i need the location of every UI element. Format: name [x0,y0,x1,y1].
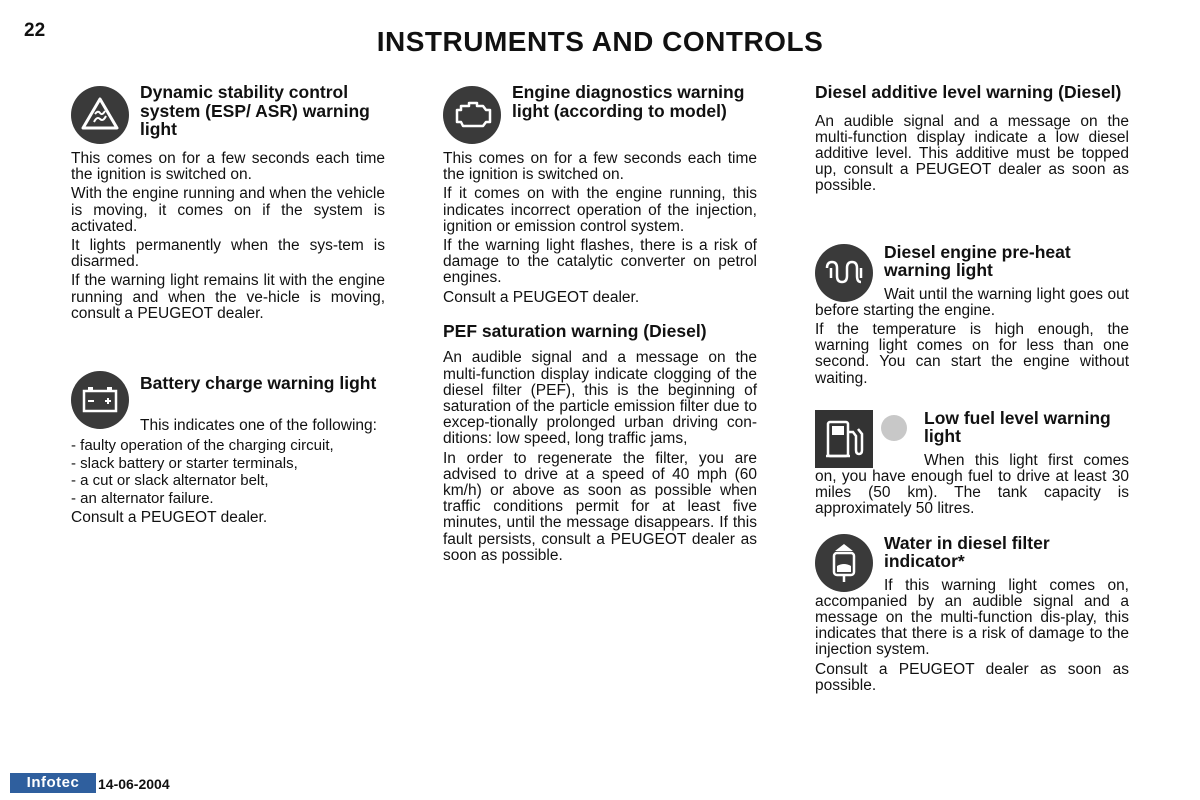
water-paragraph: Consult a PEUGEOT dealer as soon as possible. [815,660,1129,694]
esp-paragraph: If the warning light remains lit with the engine running and when the ve-hicle is moving, consult a PEUGEOT dealer. [71,272,385,322]
additive-paragraph: An audible signal and a message on the multi-function display indicate a low diesel additive level. This additive must be topped up, consult a PEUGEOT dealer as soon as possible. [815,112,1129,195]
battery-fault-list [71,437,385,507]
infotec-logo: Infotec [10,773,96,793]
engine-paragraph: This comes on for a few seconds each time the ignition is switched on. [443,150,757,184]
preheat-paragraph: If the temperature is high enough, the warning light comes on for less than one second. You can start the engine without waiting. [815,320,1129,387]
engine-paragraph: Consult a PEUGEOT dealer. [443,288,640,306]
engine-section [443,83,757,306]
pef-heading: PEF saturation warning (Diesel) [443,320,707,341]
battery-section [71,374,385,526]
battery-icon [71,371,129,429]
engine-header [443,83,757,143]
pef-paragraph: In order to regenerate the filter, you are advised to drive at a speed of 40 mph (60 km/h) or above as soon as possible when traffic conditions permit for at least five minutes, until the message disappears. If this fault persists, consult a PEUGEOT dealer as soon as possible. [443,449,757,564]
list-item: - faulty operation of the charging circuit, [71,437,385,455]
esp-paragraph: It lights permanently when the sys-tem is disarmed. [71,237,385,271]
preheat-heading: Diesel engine pre-heat warning light [884,241,1071,281]
indicator-dot-icon [881,415,907,441]
esp-paragraph: With the engine running and when the vehicle is moving, it comes on if the system is activated. [71,185,385,235]
pef-section [443,322,757,564]
water-filter-icon [815,534,873,592]
column-3 [815,83,1129,697]
fuel-pump-icon [815,410,873,468]
water-section [815,534,1129,694]
page-number: 22 [24,20,46,41]
esp-warning-icon [71,86,129,144]
page-title: INSTRUMENTS AND CONTROLS [376,26,824,57]
footer-date: 14-06-2004 [98,776,170,792]
water-heading: Water in diesel filter indicator* [884,532,1050,572]
battery-header [71,374,385,418]
esp-section [71,83,385,322]
battery-outro: Consult a PEUGEOT dealer. [71,509,268,527]
engine-paragraph: If it comes on with the engine running, this indicates incorrect operation of the injection, ignition or emission control system. [443,185,757,235]
preheat-header [815,243,1129,287]
list-item: - slack battery or starter terminals, [71,455,385,473]
engine-heading: Engine diagnostics warning light (according to model) [512,82,745,121]
additive-section [815,83,1129,195]
list-item: - an alternator failure. [71,490,385,508]
fuel-section [815,409,1129,518]
esp-header [71,83,385,143]
column-1 [71,83,385,529]
fuel-header [815,409,1129,453]
preheat-paragraph: Wait until the warning light goes out before starting the engine. [815,285,1129,319]
esp-paragraph: This comes on for a few seconds each time the ignition is switched on. [71,150,385,184]
water-header [815,534,1129,578]
battery-intro: This indicates one of the following: [140,417,377,435]
esp-heading: Dynamic stability control system (ESP/ ASR) warning light [140,82,370,139]
list-item: - a cut or slack alternator belt, [71,472,385,490]
battery-heading: Battery charge warning light [140,373,377,394]
fuel-heading: Low fuel level warning light [924,407,1111,447]
additive-heading: Diesel additive level warning (Diesel) [815,82,1122,102]
fuel-paragraph: When this light first comes on, you have enough fuel to drive at least 30 miles (50 km). The tank capacity is approximately 50 litres. [815,451,1129,518]
engine-icon [443,86,501,144]
engine-paragraph: If the warning light flashes, there is a risk of damage to the catalytic converter on petrol engines. [443,237,757,287]
preheat-section [815,243,1129,387]
preheat-coil-icon [815,244,873,302]
pef-paragraph: An audible signal and a message on the multi-function display indicate clogging of the diesel filter (PEF), this is the beginning of saturation of the particle emission filter due to excep-tionally prolonged urban driving con-ditions: low speed, long traffic jams, [443,349,757,448]
column-2 [443,83,757,567]
water-paragraph: If this warning light comes on, accompanied by an audible signal and a message on the multi-function dis-play, this indicates that there is a risk of damage to the injection system. [815,576,1129,659]
